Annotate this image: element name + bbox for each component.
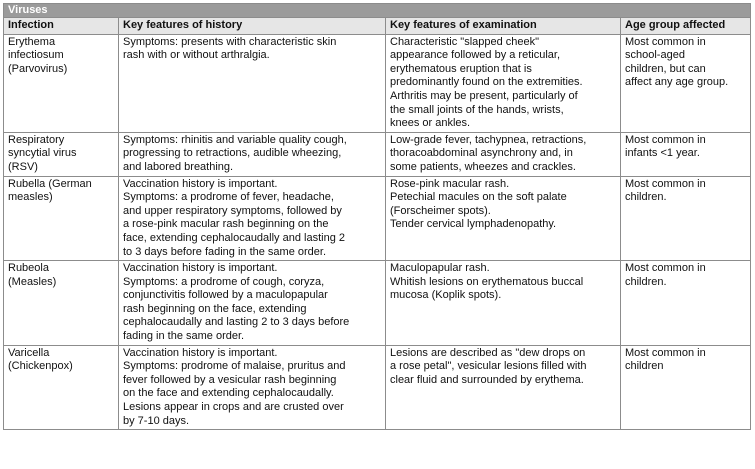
cell-text-line: Tender cervical lymphadenopathy. [390, 218, 557, 231]
viruses-table-container [3, 3, 750, 430]
cell-text-line: (Parvovirus) [8, 62, 68, 75]
cell-text-line: measles) [8, 191, 53, 204]
cell-text-line: mucosa (Koplik spots). [390, 289, 502, 302]
cell-text-line: Rose-pink macular rash. [390, 177, 510, 190]
history-cell [119, 345, 386, 430]
cell-text-line: school-aged [625, 49, 685, 62]
cell-text-line: infectiosum [8, 49, 64, 62]
infection-cell [4, 132, 119, 176]
cell-text-line: appearance followed by a reticular, [390, 49, 560, 62]
cell-text-line: children. [625, 275, 667, 288]
table-row [4, 132, 751, 176]
viruses-table [3, 3, 751, 430]
cell-text-line: (Forscheimer spots). [390, 204, 491, 217]
section-title: Viruses [4, 4, 751, 18]
section-title-row [4, 4, 751, 18]
column-header-row [4, 18, 751, 35]
age-group-cell [621, 261, 751, 346]
cell-text-line: conjunctivitis followed by a maculopapular [123, 289, 328, 302]
cell-text-line: cephalocaudally and lasting 2 to 3 days before [123, 316, 350, 329]
cell-text-line: Symptoms: rhinitis and variable quality cough, [123, 133, 347, 146]
infection-cell [4, 176, 119, 261]
cell-text-line: (Chickenpox) [8, 360, 73, 373]
cell-text-line: to 3 days before fading in the same order. [123, 245, 327, 258]
cell-text-line: a rose-pink macular rash beginning on the [123, 218, 329, 231]
cell-text-line: rash beginning on the face, extending [123, 302, 307, 315]
age-group-cell [621, 34, 751, 132]
cell-text-line: erythematous eruption that is [390, 62, 532, 75]
cell-text-line: fading in the same order. [123, 330, 245, 343]
table-row [4, 34, 751, 132]
cell-text-line: Symptoms: prodrome of malaise, pruritus and [123, 360, 346, 373]
cell-text-line: Rubella (German [8, 177, 92, 190]
cell-text-line: Maculopapular rash. [390, 262, 490, 275]
cell-text-line: Most common in [625, 177, 706, 190]
history-cell [119, 132, 386, 176]
cell-text-line: on the face and extending cephalocaudally. [123, 387, 334, 400]
column-header-examination: Key features of examination [386, 18, 621, 35]
cell-text-line: Symptoms: presents with characteristic skin [123, 35, 337, 48]
cell-text-line: infants <1 year. [625, 147, 700, 160]
cell-text-line: by 7-10 days. [123, 414, 190, 427]
table-body [4, 34, 751, 430]
cell-text-line: Vaccination history is important. [123, 262, 278, 275]
infection-cell [4, 34, 119, 132]
cell-text-line: Petechial macules on the soft palate [390, 191, 567, 204]
cell-text-line: Vaccination history is important. [123, 346, 278, 359]
column-header-infection: Infection [4, 18, 119, 35]
cell-text-line: Most common in [625, 346, 706, 359]
age-group-cell [621, 345, 751, 430]
infection-cell [4, 261, 119, 346]
cell-text-line: fever followed by a vesicular rash beginning [123, 373, 337, 386]
cell-text-line: thoracoabdominal asynchrony and, in [390, 147, 573, 160]
column-header-age-group: Age group affected [621, 18, 751, 35]
cell-text-line: Most common in [625, 133, 706, 146]
history-cell [119, 261, 386, 346]
cell-text-line: affect any age group. [625, 76, 729, 89]
history-cell [119, 34, 386, 132]
cell-text-line: Characteristic "slapped cheek" [390, 35, 540, 48]
cell-text-line: progressing to retractions, audible wheezing, [123, 147, 342, 160]
cell-text-line: Symptoms: a prodrome of cough, coryza, [123, 275, 325, 288]
cell-text-line: a rose petal", vesicular lesions filled with [390, 360, 587, 373]
cell-text-line: some patients, wheezes and crackles. [390, 160, 576, 173]
cell-text-line: Rubeola [8, 262, 49, 275]
column-header-history: Key features of history [119, 18, 386, 35]
cell-text-line: Whitish lesions on erythematous buccal [390, 275, 584, 288]
cell-text-line: Low-grade fever, tachypnea, retractions, [390, 133, 587, 146]
cell-text-line: children. [625, 191, 667, 204]
age-group-cell [621, 132, 751, 176]
cell-text-line: Varicella [8, 346, 50, 359]
examination-cell [386, 345, 621, 430]
history-cell [119, 176, 386, 261]
cell-text-line: Respiratory [8, 133, 65, 146]
cell-text-line: face, extending cephalocaudally and lasting 2 [123, 231, 345, 244]
cell-text-line: Most common in [625, 35, 706, 48]
examination-cell [386, 176, 621, 261]
cell-text-line: rash with or without arthralgia. [123, 49, 270, 62]
age-group-cell [621, 176, 751, 261]
cell-text-line: children [625, 360, 664, 373]
cell-text-line: knees or ankles. [390, 117, 471, 130]
examination-cell [386, 132, 621, 176]
cell-text-line: the small joints of the hands, wrists, [390, 103, 564, 116]
cell-text-line: (Measles) [8, 275, 57, 288]
cell-text-line: Most common in [625, 262, 706, 275]
cell-text-line: Lesions appear in crops and are crusted over [123, 401, 344, 414]
cell-text-line: children, but can [625, 62, 706, 75]
cell-text-line: syncytial virus [8, 147, 77, 160]
cell-text-line: clear fluid and surrounded by erythema. [390, 373, 584, 386]
table-row [4, 345, 751, 430]
cell-text-line: Symptoms: a prodrome of fever, headache, [123, 191, 334, 204]
cell-text-line: Arthritis may be present, particularly of [390, 89, 578, 102]
table-row [4, 176, 751, 261]
cell-text-line: and labored breathing. [123, 160, 234, 173]
cell-text-line: Erythema [8, 35, 56, 48]
cell-text-line: predominantly found on the extremities. [390, 76, 583, 89]
table-row [4, 261, 751, 346]
examination-cell [386, 261, 621, 346]
cell-text-line: (RSV) [8, 160, 38, 173]
cell-text-line: Vaccination history is important. [123, 177, 278, 190]
examination-cell [386, 34, 621, 132]
infection-cell [4, 345, 119, 430]
cell-text-line: and upper respiratory symptoms, followed by [123, 204, 342, 217]
cell-text-line: Lesions are described as "dew drops on [390, 346, 586, 359]
